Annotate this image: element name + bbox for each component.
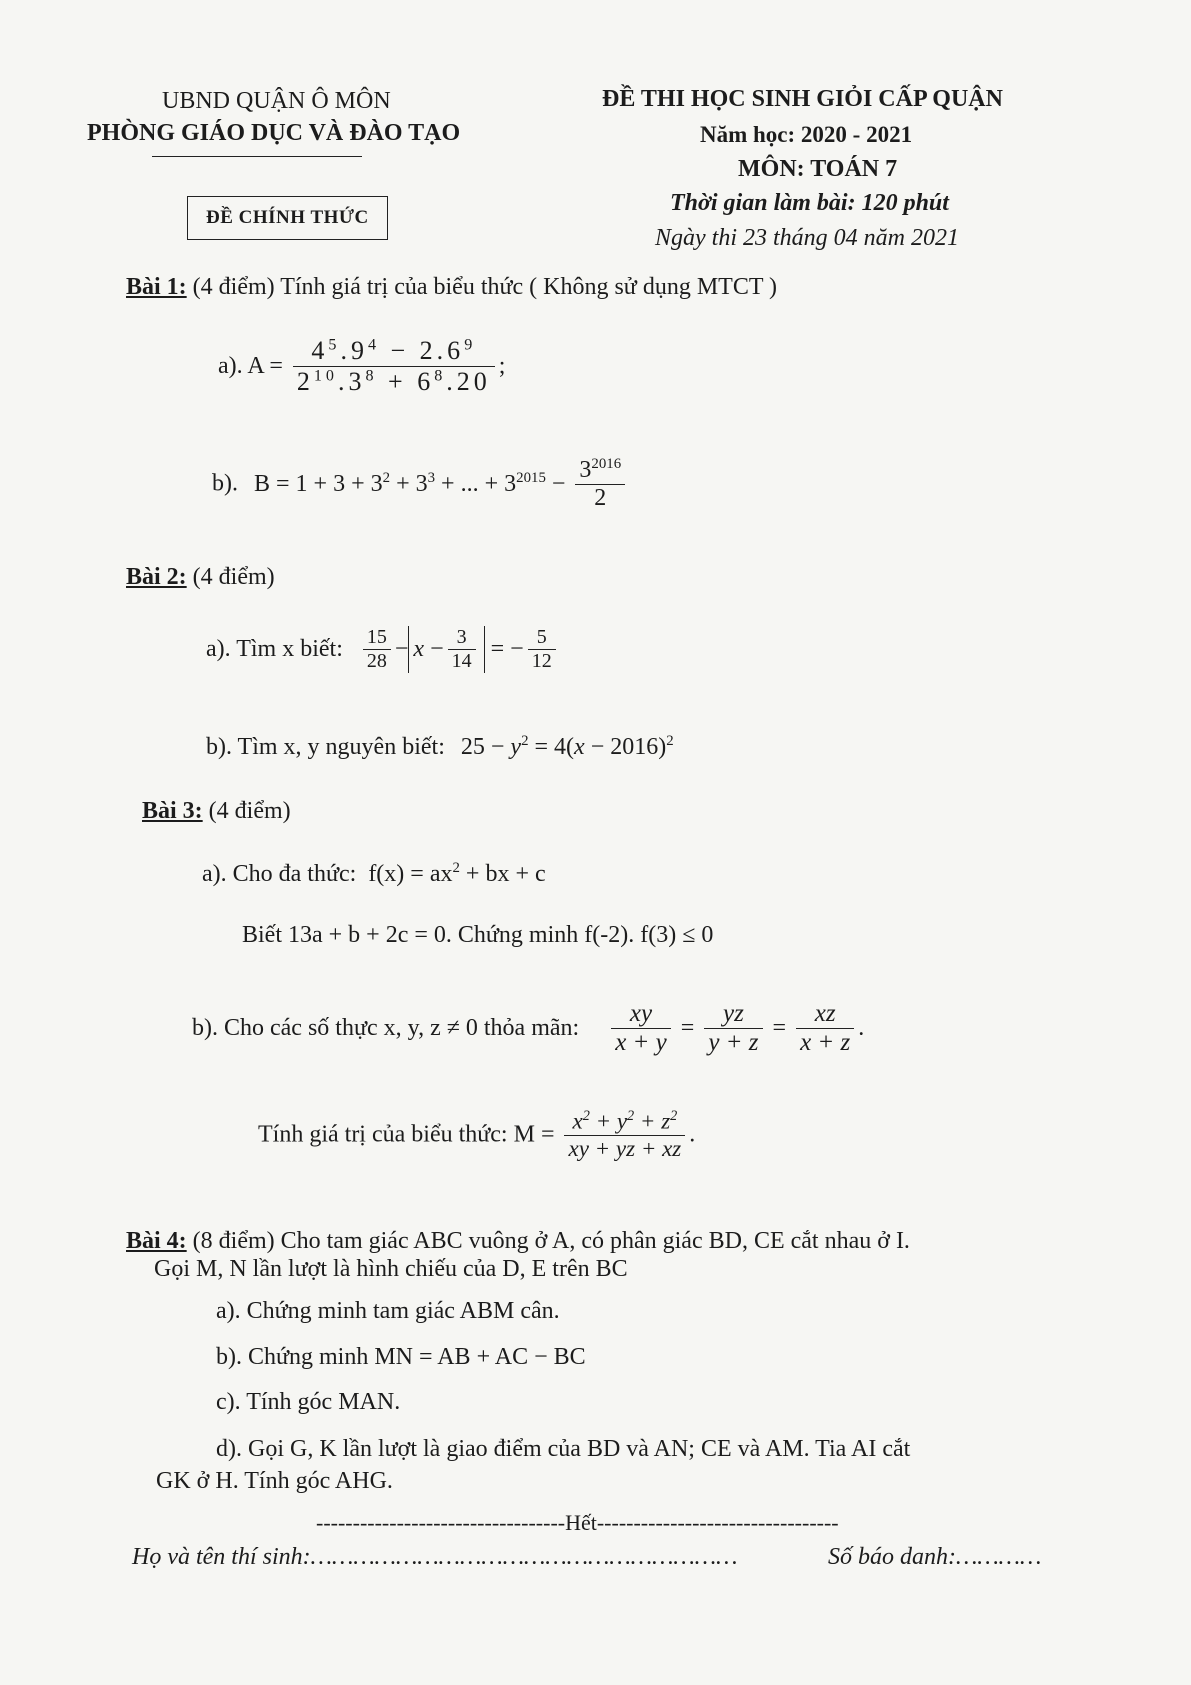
bai2-heading [126, 564, 275, 591]
bai4-heading [126, 1228, 910, 1255]
bai1-label: Bài 1: [126, 274, 187, 300]
bai2-b [206, 733, 674, 761]
org-line-2-text: PHÒNG GIÁO DỤC VÀ ĐÀO TẠO [87, 120, 461, 146]
bai3-given: Biết 13a + b + 2c = 0. Chứng minh f(-2). f(3) ≤ 0 [242, 922, 714, 948]
bai2-b-equation: $25 - y^2 = 4(x - 2016)^2$ [460, 733, 674, 760]
bai1-heading [126, 274, 777, 301]
frac-5-12: $\frac{5}{12}$ [528, 626, 556, 673]
duration: Thời gian làm bài: 120 phút [670, 190, 949, 216]
frac-15-28: $\frac{15}{28}$ [363, 626, 391, 673]
bai3-m: Tính giá trị của biểu thức: M = $\frac{x^2 + y^2 + z^2}{xy + yz + xz}$ . [258, 1108, 696, 1161]
bai4-label: Bài 4: [126, 1228, 187, 1254]
bai4-text-2: Gọi M, N lần lượt là hình chiếu của D, E trên BC [154, 1256, 628, 1282]
bai1-a: a). A = $\frac{4^5.9^4 - 2.6^9}{2^{10}.3^8 + 6^8.20}$ ; [218, 336, 506, 396]
exam-date: Ngày thi 23 tháng 04 năm 2021 [655, 225, 959, 251]
org-line-2 [87, 120, 460, 147]
bai4-d-line1: d). Gọi G, K lần lượt là giao điểm của BD và AN; CE và AM. Tia AI cắt [216, 1436, 911, 1462]
bai3-heading [142, 798, 291, 825]
frac-yz: $\frac{yz}{y + z}$ [704, 1000, 762, 1057]
m-fraction: $\frac{x^2 + y^2 + z^2}{xy + yz + xz}$ [564, 1108, 685, 1162]
frac-xy: $\frac{xy}{x + y}$ [611, 1000, 671, 1057]
bai2-a: a). Tìm x biết: $\frac{15}{28}$ − x − $\frac{3}{14}$ = − $\frac{5}{12}$ [206, 626, 560, 673]
bai3-b: b). Cho các số thực x, y, z ≠ 0 thỏa mãn: $\frac{xy}{x + y}$ = $\frac{yz}{y + z}$ = $\frac{xz}{x + z}$ . [192, 1000, 865, 1056]
subject: MÔN: TOÁN 7 [738, 156, 898, 182]
absolute-value: x − $\frac{3}{14}$ [408, 626, 484, 673]
bai2-text: (4 điểm) [186, 564, 275, 590]
bai4-b: b). Chứng minh MN = AB + AC − BC [216, 1344, 586, 1370]
bai3-label: Bài 3: [142, 798, 203, 824]
bai4-d-line2: GK ở H. Tính góc AHG. [156, 1468, 393, 1494]
bai1-b [212, 456, 629, 512]
bai3-text: (4 điểm) [202, 798, 291, 824]
bai2-label: Bài 2: [126, 564, 187, 590]
bai1-a-numerator: $4^5.9^4 - 2.6^9$ [293, 336, 495, 367]
org-line-1: UBND QUẬN Ô MÔN [162, 88, 391, 114]
bai3-m-label: Tính giá trị của biểu thức: M = [258, 1121, 555, 1148]
bai1-a-denominator: $2^{10}.3^8 + 6^8.20$ [296, 367, 491, 396]
bai2-a-label: a). Tìm x biết: [206, 636, 343, 662]
bai2-b-label: b). Tìm x, y nguyên biết: [206, 734, 445, 760]
bai3-a [202, 860, 546, 888]
bai1-a-fraction [293, 336, 495, 397]
polynomial: $f(x) = ax^2$ + bx + c [368, 860, 546, 887]
exam-title: ĐỀ THI HỌC SINH GIỎI CẤP QUẬN [602, 86, 1003, 112]
bai3-b-label: b). Cho các số thực x, y, z ≠ 0 thỏa mãn: [192, 1015, 580, 1041]
candidate-name-line: Họ và tên thí sinh:…………………………………………………… [132, 1544, 738, 1570]
bai1-b-expression: $B = 1 + 3 + 3^2 + 3^3$ + ... + $3^{2015}$ − [254, 470, 566, 497]
bai1-text: (4 điểm) Tính giá trị của biểu thức ( Không sử dụng MTCT ) [186, 274, 778, 300]
bai1-a-label: a). A = [218, 353, 283, 379]
school-year: Năm học: 2020 - 2021 [700, 122, 913, 147]
bai1-b-fraction: $\frac{3^{2016}}{2}$ [575, 456, 625, 512]
bai4-text: (8 điểm) Cho tam giác ABC vuông ở A, có phân giác BD, CE cắt nhau ở I. [186, 1228, 910, 1254]
bai4-c: c). Tính góc MAN. [216, 1389, 401, 1415]
official-stamp-box: ĐỀ CHÍNH THỨC [187, 196, 388, 240]
bai4-a: a). Chứng minh tam giác ABM cân. [216, 1298, 560, 1324]
bai3-a-label: a). Cho đa thức: [202, 861, 357, 887]
bai1-b-label: b). [212, 470, 238, 497]
org-underline [152, 156, 362, 157]
end-line: ----------------------------------Hết--------------------------------- [316, 1510, 839, 1535]
candidate-id-line: Số báo danh:………… [828, 1544, 1042, 1570]
frac-xz: $\frac{xz}{x + z}$ [796, 1000, 854, 1057]
